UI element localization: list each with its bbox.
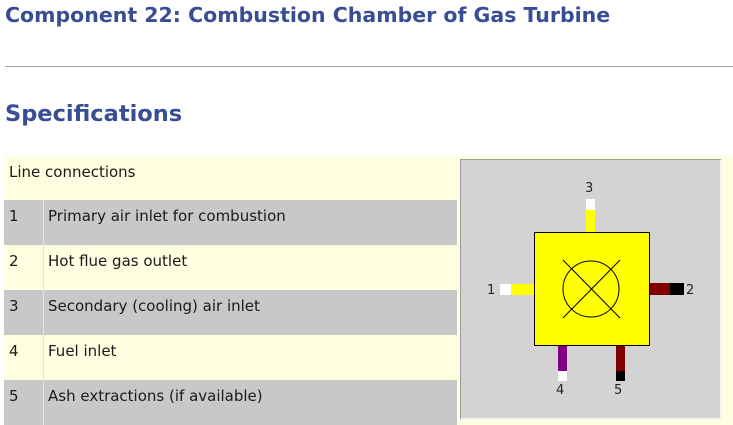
table-row [4,200,457,245]
port-label-2: 2 [686,283,695,298]
port-2-stub [649,283,670,295]
row-number: 1 [9,207,19,225]
row-number: 2 [9,252,19,270]
port-label-4: 4 [556,383,565,398]
port-label-1: 1 [487,283,496,298]
port-2-tip [670,283,684,295]
port-3-tip [586,199,595,210]
table-row [4,245,457,290]
port-label-3: 3 [585,181,594,196]
port-4-stub [558,345,567,371]
table-row [4,335,457,380]
row-description: Ash extractions (if available) [48,387,263,405]
table-row [4,290,457,335]
port-3-stub [586,210,595,232]
port-1-stub [511,284,535,295]
row-description: Secondary (cooling) air inlet [48,297,260,315]
row-number: 3 [9,297,19,315]
page-title: Component 22: Combustion Chamber of Gas Turbine [5,3,611,27]
row-description: Primary air inlet for combustion [48,207,286,225]
port-label-5: 5 [614,383,623,398]
table-row [4,380,457,425]
port-4-tip [558,371,567,381]
port-1-tip [500,284,511,295]
table-header-row [4,156,457,200]
table-header-label: Line connections [9,163,136,181]
port-5-stub [616,345,625,371]
row-description: Hot flue gas outlet [48,252,188,270]
row-number: 5 [9,387,19,405]
line-connections-table [4,156,457,425]
horizontal-divider [5,66,733,67]
combustion-chamber-diagram [460,159,722,420]
port-5-tip [616,371,625,381]
row-number: 4 [9,342,19,360]
row-description: Fuel inlet [48,342,117,360]
section-heading-specifications: Specifications [5,101,183,127]
